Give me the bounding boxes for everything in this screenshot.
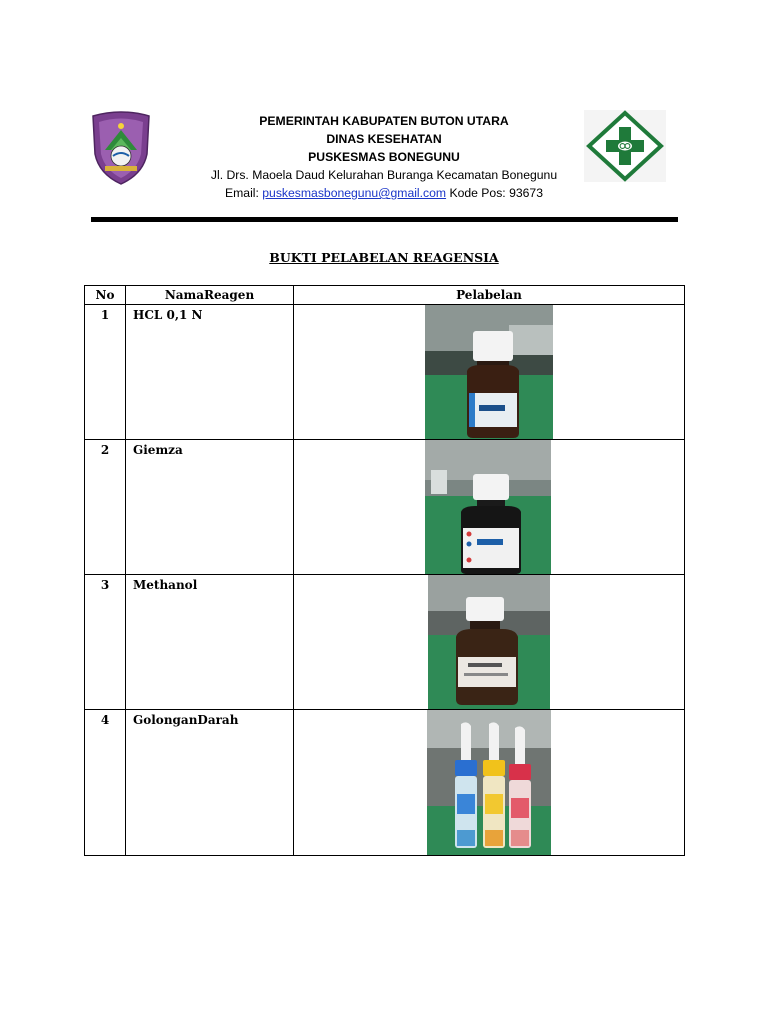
regency-emblem-logo (89, 110, 153, 186)
department-name: DINAS KESEHATAN (326, 132, 442, 146)
labeling-photo-cell (294, 440, 685, 575)
row-number: 3 (85, 575, 126, 710)
row-number: 4 (85, 710, 126, 856)
email-link[interactable]: puskesmasbonegunu@gmail.com (262, 186, 447, 200)
giemza-bottle-photo (425, 440, 551, 574)
letterhead (0, 108, 768, 200)
header-labeling: Pelabelan (294, 286, 685, 305)
methanol-bottle-photo (428, 575, 550, 709)
table-row (85, 305, 685, 440)
contact-line (160, 184, 608, 202)
reagent-name: Giemza (126, 440, 294, 575)
header-reagent-name: NamaReagen (126, 286, 294, 305)
row-number: 2 (85, 440, 126, 575)
table-header-row (85, 286, 685, 305)
hcl-bottle-photo (425, 305, 553, 439)
table-row (85, 575, 685, 710)
letterhead-text (160, 112, 608, 202)
row-number: 1 (85, 305, 126, 440)
blood-group-reagents-photo (427, 710, 551, 855)
table-row (85, 440, 685, 575)
address-line: Jl. Drs. Maoela Daud Kelurahan Buranga Kecamatan Bonegunu (210, 168, 558, 182)
health-center-name: PUSKESMAS BONEGUNU (308, 150, 460, 164)
document-title: BUKTI PELABELAN REAGENSIA (269, 250, 499, 265)
government-name: PEMERINTAH KABUPATEN BUTON UTARA (259, 114, 509, 128)
reagent-label-table (84, 285, 685, 856)
postal-code: Kode Pos: 93673 (449, 186, 543, 200)
reagent-name: GolonganDarah (126, 710, 294, 856)
labeling-photo-cell (294, 710, 685, 856)
email-label: Email: (225, 186, 259, 200)
reagent-name: HCL 0,1 N (126, 305, 294, 440)
labeling-photo-cell (294, 575, 685, 710)
table-row (85, 710, 685, 856)
reagent-name: Methanol (126, 575, 294, 710)
letterhead-divider (91, 217, 678, 222)
labeling-photo-cell (294, 305, 685, 440)
puskesmas-logo (584, 110, 666, 182)
header-no: No (85, 286, 126, 305)
